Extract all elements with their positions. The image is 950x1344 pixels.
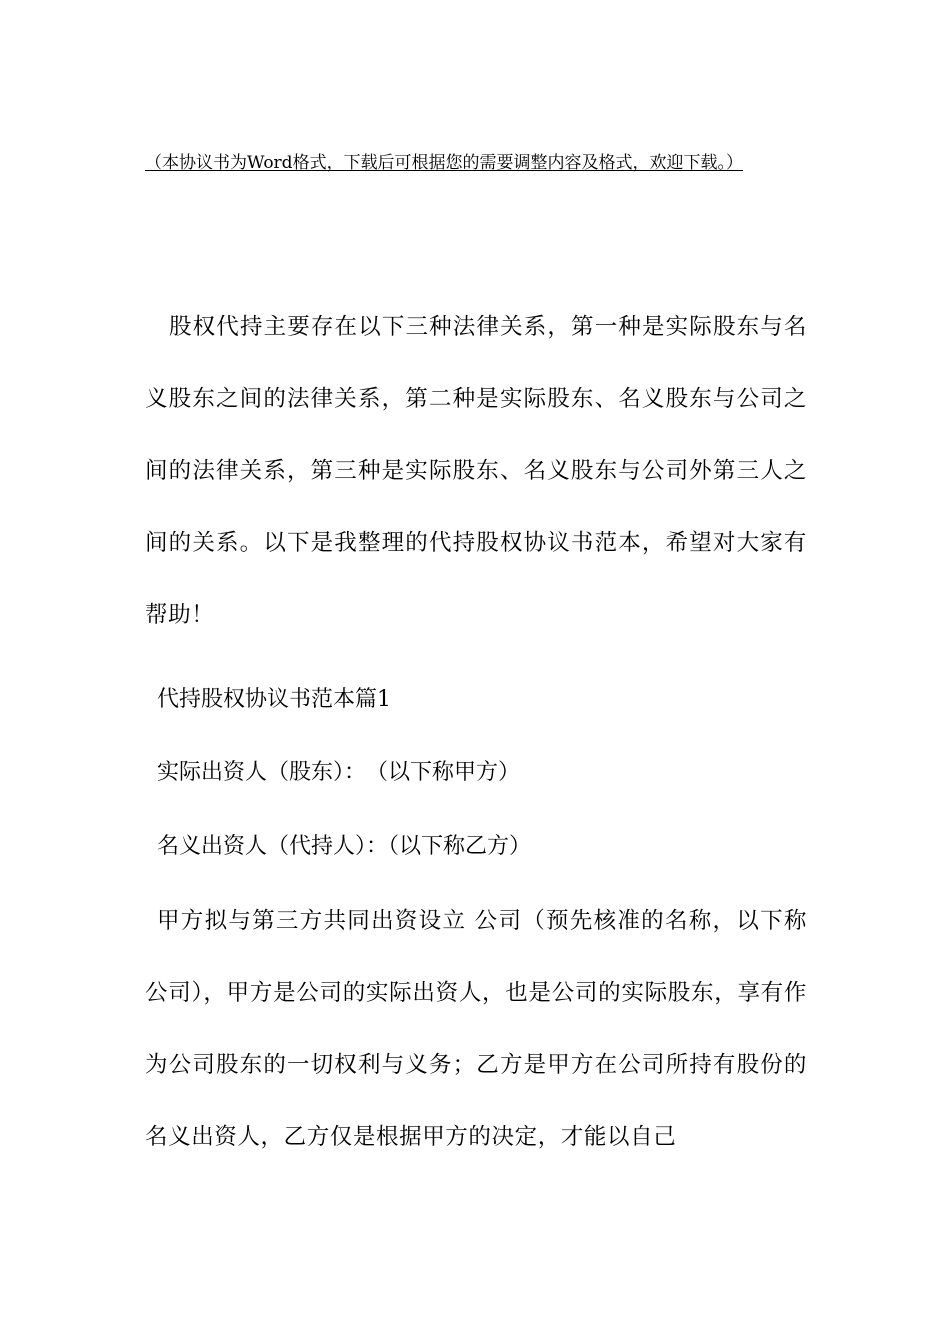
- party-b-line: 名义出资人（代持人）：（以下称乙方）: [157, 834, 532, 859]
- party-a-line: 实际出资人（股东）： （以下称甲方）: [157, 760, 521, 785]
- download-note: （本协议书为Word格式，下载后可根据您的需要调整内容及格式，欢迎下载。）: [145, 153, 744, 173]
- clause-paragraph: [145, 885, 807, 1173]
- intro-paragraph: [145, 291, 807, 651]
- clause-text: 甲方拟与第三方共同出资设立 公司（预先核准的名称，以下称公司），甲方是公司的实际出资人，也是公司的实际股东，享有作为公司股东的一切权利与义务；乙方是甲方在公司所持有股份的名义出资人，乙方仅是根据甲方的决定，才能以自己: [145, 908, 807, 1150]
- section-title: 代持股权协议书范本篇1: [157, 687, 391, 712]
- intro-text: 股权代持主要存在以下三种法律关系，第一种是实际股东与名义股东之间的法律关系，第二种是实际股东、名义股东与公司之间的法律关系，第三种是实际股东、名义股东与公司外第三人之间的关系。以下是我整理的代持股权协议书范本，希望对大家有帮助！: [145, 314, 807, 628]
